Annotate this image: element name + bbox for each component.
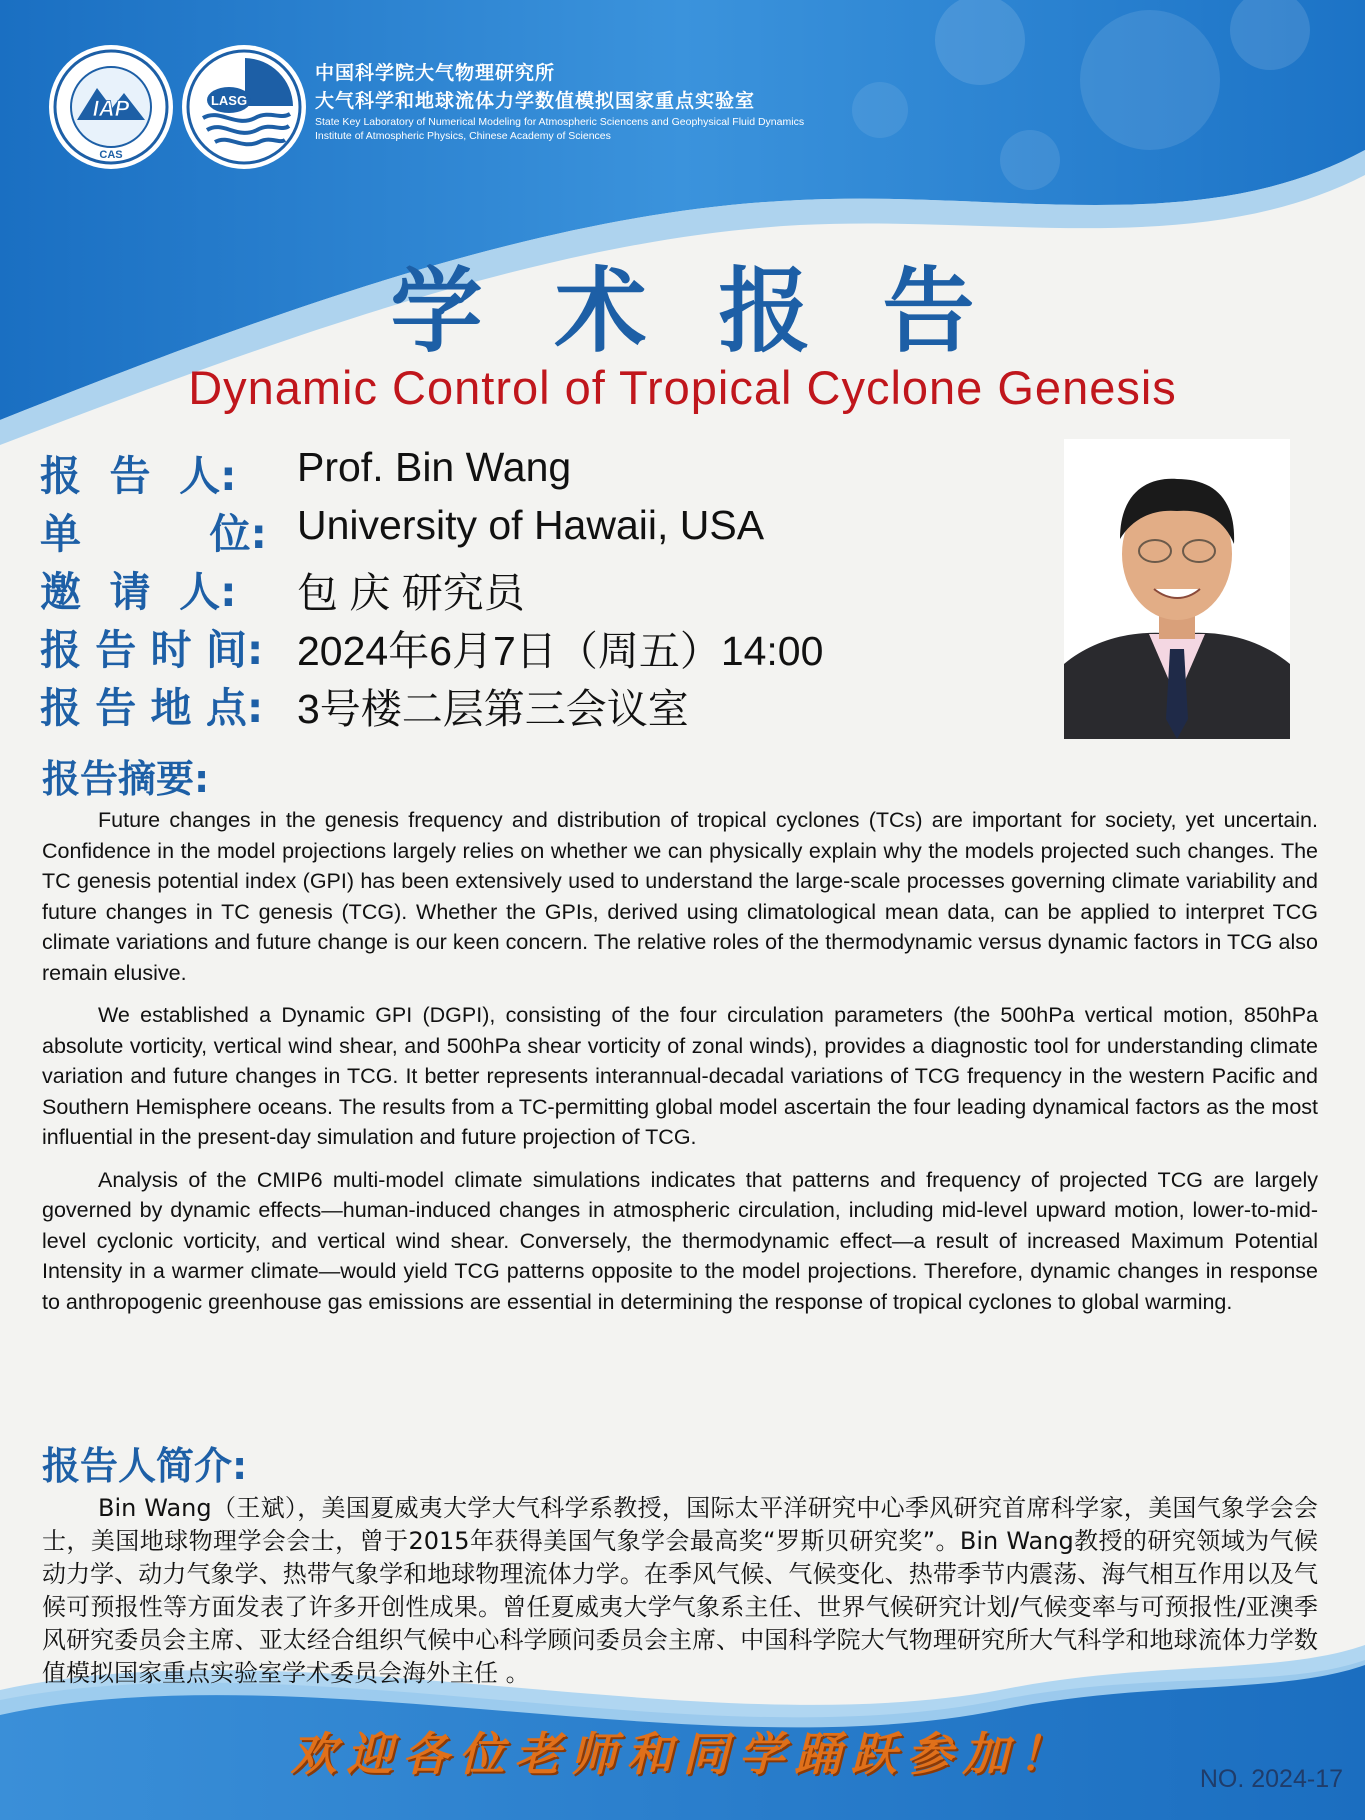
institute-name-cn: 中国科学院大气物理研究所 (315, 62, 556, 84)
svg-text:CAS: CAS (99, 149, 123, 161)
time-value: 2024年6月7日（周五）14:00 (297, 628, 824, 674)
speaker-label: 报 告 人: (40, 452, 237, 500)
speaker-photo (1064, 439, 1290, 739)
lab-name-en: State Key Laboratory of Numerical Modeling for Atmospheric Sciencens and Geophysical Fluid Dynamics (315, 116, 805, 128)
poster-title-cn: 学术报告 (390, 257, 1047, 365)
host-value: 包 庆 研究员 (297, 570, 525, 616)
institute-name-en: Institute of Atmospheric Physics, Chinese Academy of Sciences (315, 130, 611, 142)
abstract-paragraph-2: We established a Dynamic GPI (DGPI), consisting of the four circulation parameters (the 500hPa vertical motion, 850hPa absolute vorticity, vertical wind shear, and 500hPa shear vorticity of zonal winds), provides a diagnostic tool for understanding climate variation and future changes in TCG. It better represents interannual-decadal variations of TCG frequency in the western Pacific and Southern Hemisphere oceans. The results from a TC-permitting global model ascertain the four leading dynamical factors as the most influential in the present-day simulation and future projection of TCG. (42, 1003, 1318, 1149)
abstract-paragraph-3: Analysis of the CMIP6 multi-model climate simulations indicates that patterns and frequency of projected TCG are largely governed by dynamic effects—human-induced changes in atmospheric circulation, including mid-level upward motion, lower-to-mid-level cyclonic vorticity, and vertical wind shear. Conversely, the thermodynamic effect—a result of increased Maximum Potential Intensity in a warmer climate—would yield TCG patterns opposite to the model projections. Therefore, dynamic changes in response to anthropogenic greenhouse gas emissions are essential in determining the response of tropical cyclones to global warming. (42, 1167, 1318, 1314)
talk-title: Dynamic Control of Tropical Cyclone Genesis (188, 361, 1177, 414)
svg-text:IAP: IAP (92, 96, 130, 121)
affiliation-value: University of Hawaii, USA (297, 502, 765, 548)
poster-number: NO. 2024-17 (1199, 1765, 1343, 1793)
lasg-logo (185, 48, 303, 166)
svg-text:LASG: LASG (210, 93, 248, 108)
host-label: 邀 请 人: (40, 568, 237, 616)
bio-heading: 报告人简介: (42, 1444, 248, 1488)
affiliation-label: 单 位: (40, 510, 267, 558)
iap-logo (52, 48, 170, 166)
lab-name-cn: 大气科学和地球流体力学数值模拟国家重点实验室 (315, 90, 756, 112)
location-value: 3号楼二层第三会议室 (297, 686, 689, 732)
speaker-value: Prof. Bin Wang (297, 444, 572, 490)
abstract-heading: 报告摘要: (42, 757, 210, 801)
abstract-body (42, 805, 1318, 1329)
bio-body: Bin Wang（王斌），美国夏威夷大学大气科学系教授，国际太平洋研究中心季风研究首席科学家，美国气象学会会士，美国地球物理学会会士，曾于2015年获得美国气象学会最高奖“罗斯贝研究奖”。Bin Wang教授的研究领域为气候动力学、动力气象学、热带气象学和地球物理流体力学。在季风气候、气候变化、热带季节内震荡、海气相互作用以及气候可预报性等方面发表了许多开创性成果。曾任夏威夷大学气象系主任、世界气候研究计划/气候变率与可预报性/亚澳季风研究委员会主席、亚太经合组织气候中心科学顾问委员会主席、中国科学院大气物理研究所大气科学和地球流体力学数值模拟国家重点实验室学术委员会海外主任 。 (42, 1494, 1318, 1687)
location-label: 报 告 地 点: (40, 684, 264, 732)
abstract-paragraph-1: Future changes in the genesis frequency and distribution of tropical cyclones (TCs) are important for society, yet uncertain. Confidence in the model projections largely relies on whether we can physically explain why the models projected such changes. The TC genesis potential index (GPI) has been extensively used to understand the large-scale processes governing climate variability and future changes in TC genesis (TCG). Whether the GPIs, derived using climatological mean data, can be applied to interpret TCG climate variations and future change is our keen concern. The relative roles of the thermodynamic versus dynamic factors in TCG also remain elusive. (42, 808, 1318, 985)
welcome-banner: 欢迎各位老师和同学踊跃参加！ (290, 1727, 1075, 1781)
time-label: 报 告 时 间: (40, 626, 264, 674)
